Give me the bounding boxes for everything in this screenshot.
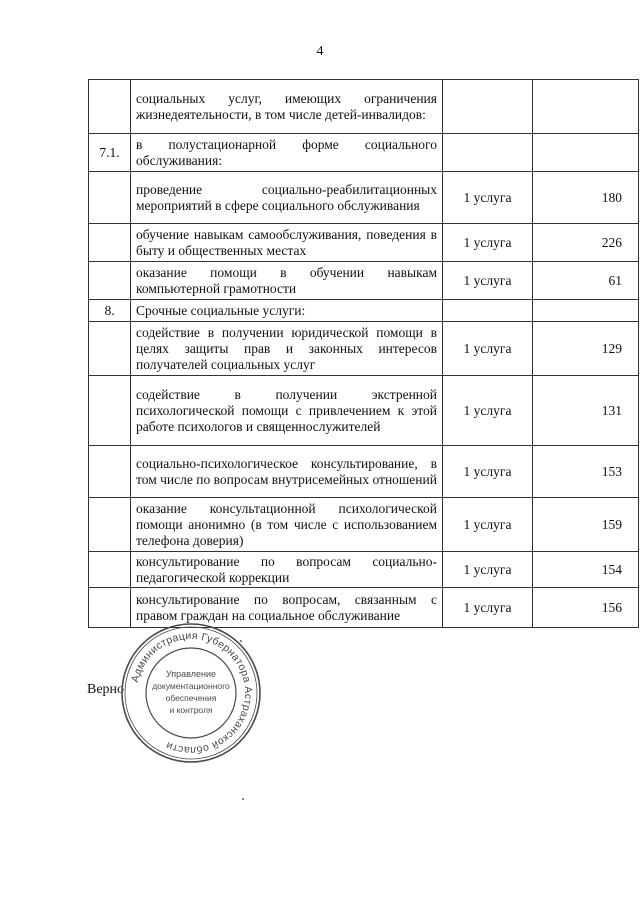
service-price (533, 134, 639, 172)
row-number: 7.1. (89, 134, 131, 172)
services-table (88, 79, 639, 628)
service-name: проведение социально-реабилитационных мероприятий в сфере социального обслуживания (131, 172, 443, 224)
row-number (89, 172, 131, 224)
row-number (89, 376, 131, 446)
table-row (89, 172, 639, 224)
service-name: социальных услуг, имеющих ограничения жизнедеятельности, в том числе детей-инвалидов: (131, 80, 443, 134)
service-name: оказание консультационной психологической помощи анонимно (в том числе с использованием телефона доверия) (131, 498, 443, 552)
table-row (89, 134, 639, 172)
service-price: 153 (533, 446, 639, 498)
service-price: 129 (533, 322, 639, 376)
row-number (89, 552, 131, 588)
service-price: 180 (533, 172, 639, 224)
verno-label: Верно (87, 682, 125, 697)
service-price: 154 (533, 552, 639, 588)
service-price (533, 300, 639, 322)
service-price: 156 (533, 588, 639, 628)
service-price: 131 (533, 376, 639, 446)
stamp-center-line: Управление (165, 669, 217, 679)
service-price (533, 80, 639, 134)
service-name: консультирование по вопросам, связанным с правом граждан на социальное обслуживание (131, 588, 443, 628)
row-number (89, 498, 131, 552)
service-unit: 1 услуга (443, 552, 533, 588)
service-unit: 1 услуга (443, 172, 533, 224)
page-number: 4 (316, 44, 324, 59)
official-stamp-seal (120, 622, 262, 764)
service-unit: 1 услуга (443, 588, 533, 628)
service-name: оказание помощи в обучении навыкам компьютерной грамотности (131, 262, 443, 300)
row-number (89, 322, 131, 376)
scan-speck (242, 798, 244, 800)
service-price: 159 (533, 498, 639, 552)
table-row (89, 446, 639, 498)
service-unit (443, 134, 533, 172)
service-name: консультирование по вопросам социально-педагогической коррекции (131, 552, 443, 588)
stamp-center-line: документационного (152, 681, 230, 691)
table-row (89, 498, 639, 552)
table-row (89, 224, 639, 262)
row-number (89, 446, 131, 498)
table-row (89, 322, 639, 376)
table-row (89, 262, 639, 300)
service-name: в полустационарной форме социального обслуживания: (131, 134, 443, 172)
service-unit: 1 услуга (443, 224, 533, 262)
table-row (89, 376, 639, 446)
table-row (89, 552, 639, 588)
stamp-ring-text: Администрация Губернатора Астраханской области (129, 629, 255, 757)
service-name: содействие в получении юридической помощи в целях защиты прав и законных интересов получателей социальных услуг (131, 322, 443, 376)
row-number (89, 262, 131, 300)
row-number: 8. (89, 300, 131, 322)
table-row (89, 300, 639, 322)
service-unit: 1 услуга (443, 446, 533, 498)
row-number (89, 224, 131, 262)
service-unit: 1 услуга (443, 262, 533, 300)
service-name: обучение навыкам самообслуживания, поведения в быту и общественных местах (131, 224, 443, 262)
service-name: социально-психологическое консультирование, в том числе по вопросам внутрисемейных отношений (131, 446, 443, 498)
service-name: Срочные социальные услуги: (131, 300, 443, 322)
service-unit: 1 услуга (443, 376, 533, 446)
stamp-center-line: обеспечения (165, 693, 217, 703)
scan-speck (240, 640, 242, 642)
service-unit: 1 услуга (443, 322, 533, 376)
table-row (89, 80, 639, 134)
service-name: содействие в получении экстренной психологической помощи с привлечением к этой работе психологов и священнослужителей (131, 376, 443, 446)
service-price: 61 (533, 262, 639, 300)
service-unit (443, 80, 533, 134)
row-number (89, 80, 131, 134)
service-unit (443, 300, 533, 322)
service-price: 226 (533, 224, 639, 262)
service-unit: 1 услуга (443, 498, 533, 552)
stamp-center-line: и контроля (169, 705, 213, 715)
